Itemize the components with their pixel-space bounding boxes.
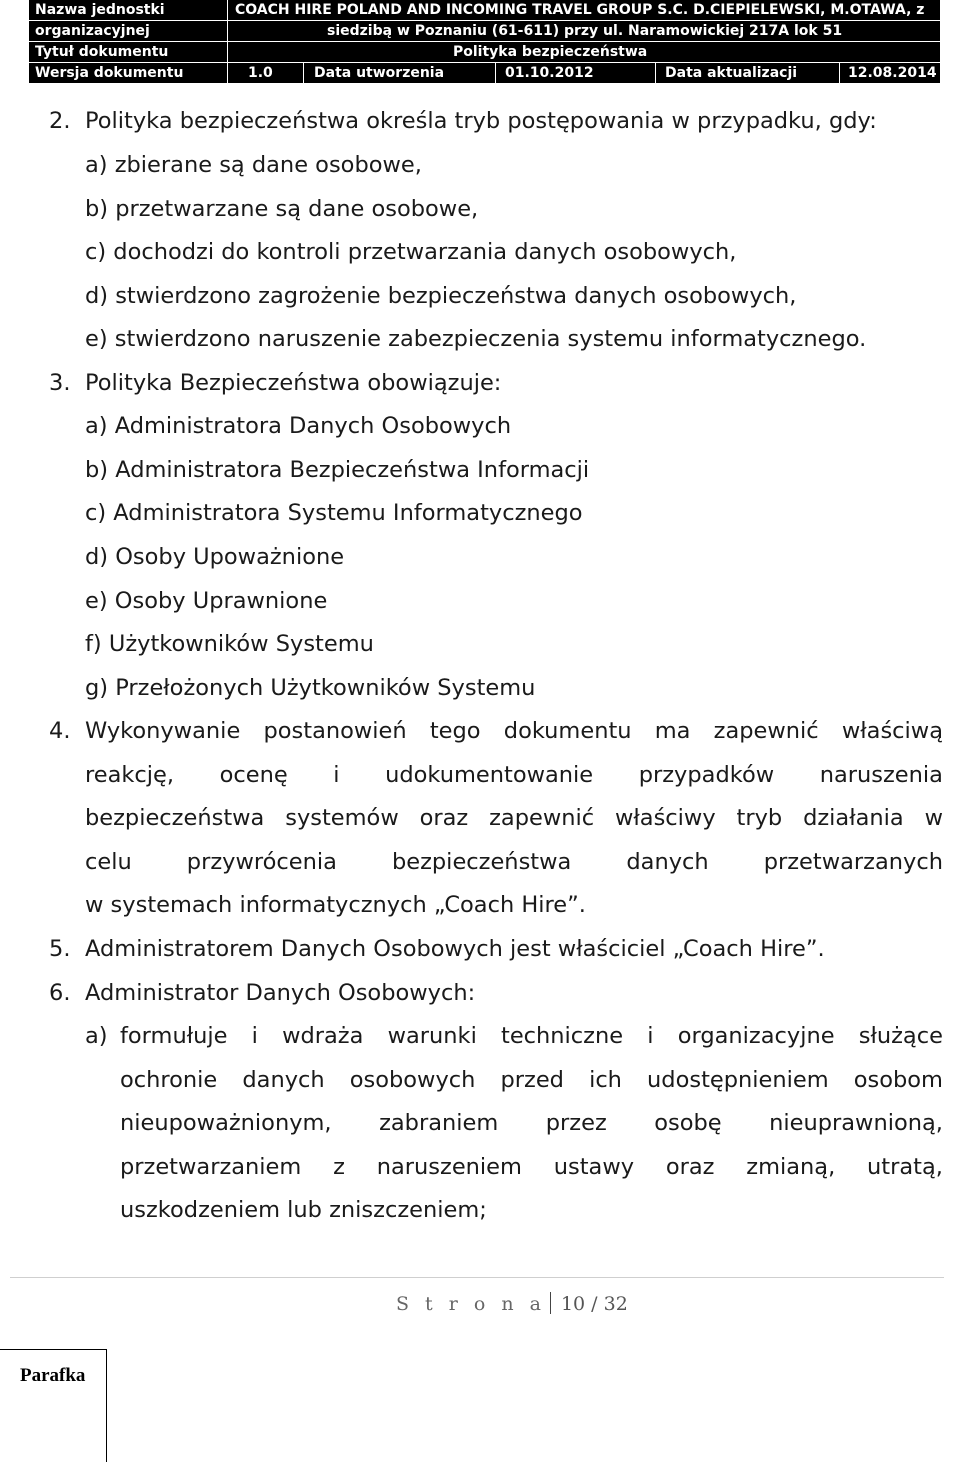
word: działania [803,805,904,831]
word: udostępnieniem [647,1067,829,1093]
section-4-number: 4. [49,718,71,744]
section-6-item-line-3 [120,1108,943,1138]
word: w [924,805,943,831]
word: zapewnić [713,718,819,744]
word: służące [858,1023,943,1049]
parafka-label: Parafka [20,1365,86,1386]
section-2-heading: Polityka bezpieczeństwa określa tryb postępowania w przypadku, gdy: [85,108,877,134]
list-item: c) dochodzi do kontroli przetwarzania danych osobowych, [85,239,737,265]
list-item: e) stwierdzono naruszenie zabezpieczenia systemu informatycznego. [85,326,867,352]
org-value-2: siedzibą w Poznaniu (61-611) przy ul. Naramowickiej 217A lok 51 [327,23,843,39]
word: i [333,762,340,788]
section-2-number: 2. [49,108,71,134]
word: danych [626,849,709,875]
section-4-line-1 [85,716,943,746]
word: naruszeniem [376,1154,522,1180]
page-separator: / [585,1293,604,1315]
word: osobę [654,1110,722,1136]
word: dokumentu [503,718,632,744]
word: postanowień [263,718,407,744]
word: bezpieczeństwa [85,805,265,831]
list-item: b) przetwarzane są dane osobowe, [85,196,479,222]
word: reakcję, [85,762,175,788]
word: i [647,1023,654,1049]
word: ma [654,718,691,744]
updated-label: Data aktualizacji [665,65,798,81]
word: osobom [853,1067,943,1093]
list-item: a) Administratora Danych Osobowych [85,413,512,439]
word: właściwą [841,718,943,744]
word: ochronie [120,1067,218,1093]
header-row-title [29,42,940,63]
footer-rule [10,1277,944,1278]
list-item: d) stwierdzono zagrożenie bezpieczeństwa danych osobowych, [85,283,797,309]
org-label-1: Nazwa jednostki [35,2,165,18]
list-item: a) zbierane są dane osobowe, [85,152,422,178]
section-3-number: 3. [49,370,71,396]
section-4-line-3 [85,803,943,833]
section-3-heading: Polityka Bezpieczeństwa obowiązuje: [85,370,502,396]
section-4-line-4 [85,847,943,877]
word: ocenę [219,762,288,788]
version-label: Wersja dokumentu [35,65,184,81]
word: nieupoważnionym, [120,1110,332,1136]
section-5-number: 5. [49,936,71,962]
section-6-item-line-4 [120,1152,943,1182]
word: systemów [285,805,399,831]
word: oraz [665,1154,715,1180]
page-number [396,1292,628,1320]
list-item: c) Administratora Systemu Informatycznego [85,500,583,526]
section-6-item-line-1 [120,1021,943,1051]
section-4-line-2 [85,760,943,790]
list-item: b) Administratora Bezpieczeństwa Informacji [85,457,590,483]
word: celu [85,849,132,875]
page-divider [550,1292,551,1314]
word: tryb [736,805,783,831]
word: właściwy [615,805,716,831]
word: ustawy [553,1154,635,1180]
word: tego [429,718,481,744]
word: oraz [419,805,469,831]
word: zabraniem [379,1110,499,1136]
section-6-number: 6. [49,980,71,1006]
document-header [29,0,940,83]
section-4-line-5: w systemach informatycznych „Coach Hire”. [85,892,586,918]
section-6-item-marker: a) [85,1023,108,1049]
page-word: S t r o n a [396,1293,546,1315]
header-row-org-2 [29,21,940,42]
header-row-version [29,63,940,83]
word: ich [589,1067,622,1093]
updated-value: 12.08.2014 [848,65,937,81]
word: przypadków [638,762,775,788]
word: utratą, [867,1154,943,1180]
list-item: e) Osoby Uprawnione [85,588,328,614]
word: przywrócenia [186,849,337,875]
word: naruszenia [819,762,943,788]
title-value: Polityka bezpieczeństwa [453,44,648,60]
word: z [333,1154,345,1180]
list-item: g) Przełożonych Użytkowników Systemu [85,675,536,701]
word: wdraża [282,1023,364,1049]
list-item: f) Użytkowników Systemu [85,631,374,657]
word: zmianą, [746,1154,836,1180]
page-current: 10 [560,1293,586,1315]
word: bezpieczeństwa [391,849,572,875]
version-value: 1.0 [248,65,273,81]
word: Wykonywanie [85,718,241,744]
word: techniczne [501,1023,624,1049]
section-6-heading: Administrator Danych Osobowych: [85,980,476,1006]
created-label: Data utworzenia [314,65,445,81]
word: przetwarzaniem [120,1154,302,1180]
created-value: 01.10.2012 [505,65,594,81]
list-item: d) Osoby Upoważnione [85,544,345,570]
word: nieuprawnioną, [769,1110,943,1136]
org-value-1: COACH HIRE POLAND AND INCOMING TRAVEL GROUP S.C. D.CIEPIELEWSKI, M.OTAWA, z [235,2,925,18]
word: i [251,1023,258,1049]
section-6-item-line-5: uszkodzeniem lub zniszczeniem; [120,1197,487,1223]
word: udokumentowanie [385,762,594,788]
header-row-org-1 [29,0,940,21]
word: zapewnić [489,805,595,831]
section-6-item-line-2 [120,1065,943,1095]
word: organizacyjne [677,1023,835,1049]
page-total: 32 [603,1293,628,1315]
word: formułuje [120,1023,228,1049]
word: danych [242,1067,325,1093]
org-label-2: organizacyjnej [35,23,150,39]
word: warunki [387,1023,477,1049]
word: przed [500,1067,564,1093]
word: przez [545,1110,607,1136]
word: przetwarzanych [763,849,943,875]
word: osobowych [349,1067,476,1093]
section-5-text: Administratorem Danych Osobowych jest właściciel „Coach Hire”. [85,936,825,962]
title-label: Tytuł dokumentu [35,44,169,60]
